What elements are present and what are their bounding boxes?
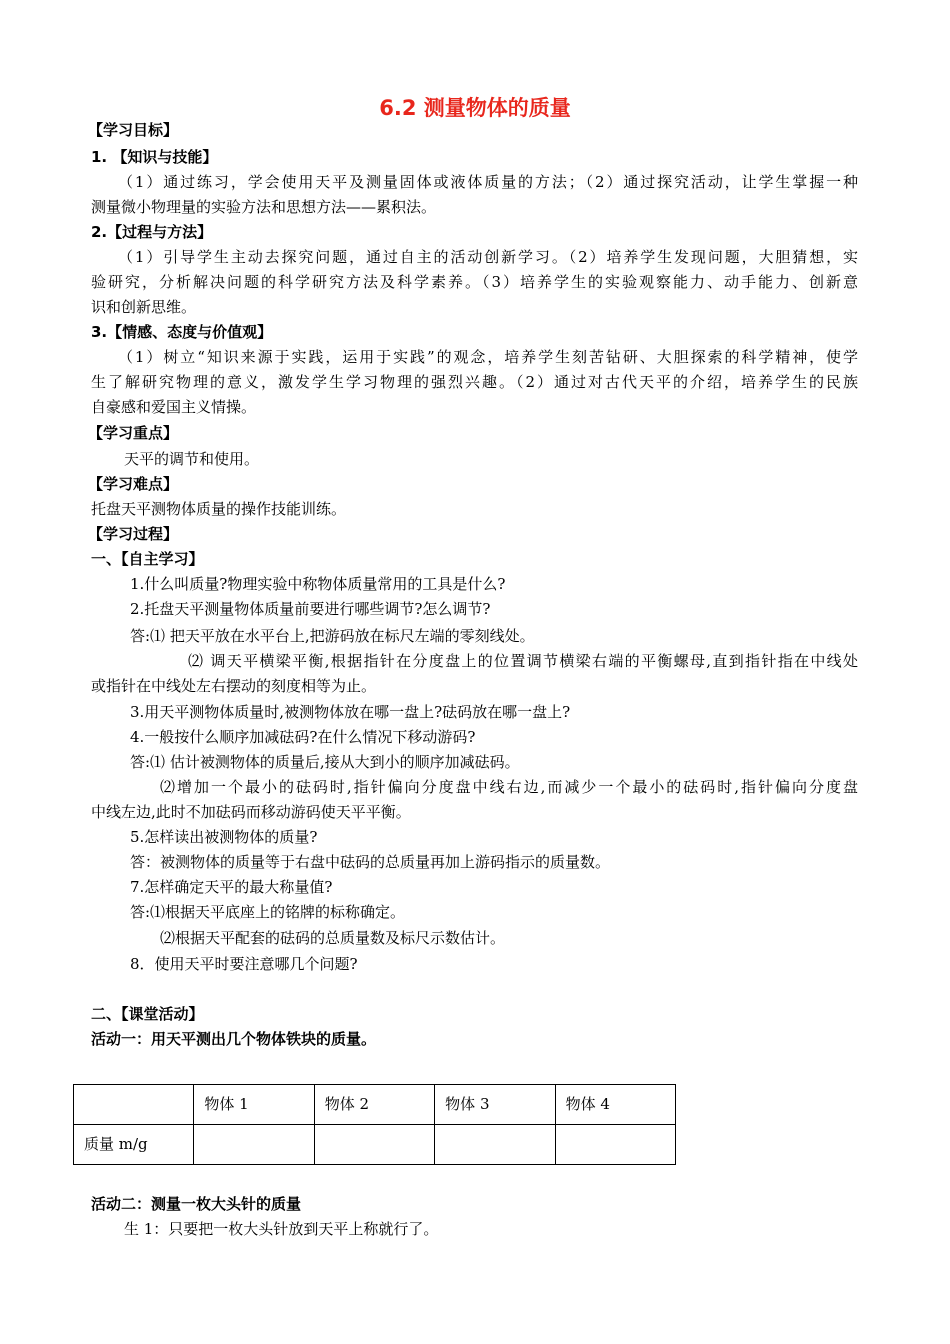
- table-header-cell: 物体 2: [314, 1085, 434, 1125]
- mass-table: [73, 1084, 676, 1165]
- goal-2-heading: 2.【过程与方法】: [91, 223, 213, 241]
- question-8: 8．使用天平时要注意哪几个问题?: [130, 955, 358, 973]
- key-points-heading: 【学习重点】: [88, 424, 179, 442]
- answer-7-line-2: ⑵根据天平配套的砝码的总质量数及标尺示数估计。: [160, 929, 506, 947]
- answer-4-line-3: 中线左边,此时不加砝码而移动游码使天平平衡。: [91, 803, 411, 821]
- activity-2-student-1: 生 1：只要把一枚大头针放到天平上称就行了。: [124, 1220, 439, 1238]
- goal-2-line-2: 验研究，分析解决问题的科学研究方法及科学素养。（3）培养学生的实验观察能力、动手能力、创新意: [91, 273, 858, 291]
- page-title: 6.2 测量物体的质量: [379, 96, 571, 120]
- goal-3-line-2: 生了解研究物理的意义，激发学生学习物理的强烈兴趣。（2）通过对古代天平的介绍，培养学生的民族: [91, 373, 858, 391]
- answer-4-line-2: ⑵增加一个最小的砝码时,指针偏向分度盘中线右边,而减少一个最小的砝码时,指针偏向分度盘: [160, 778, 858, 796]
- difficulty-heading: 【学习难点】: [88, 475, 179, 493]
- table-cell: [555, 1125, 675, 1165]
- table-cell: [314, 1125, 434, 1165]
- table-row-label: 质量 m/g: [74, 1125, 194, 1165]
- question-5: 5.怎样读出被测物体的质量?: [130, 828, 318, 846]
- goal-2-line-1: （1）引导学生主动去探究问题，通过自主的活动创新学习。（2）培养学生发现问题，大胆猜想，实: [118, 248, 858, 266]
- goal-1-heading: 1. 【知识与技能】: [91, 148, 218, 166]
- goal-1-line-1: （1）通过练习，学会使用天平及测量固体或液体质量的方法；（2）通过探究活动，让学生掌握一种: [118, 173, 858, 191]
- table-row: [74, 1125, 676, 1165]
- goal-1-line-2: 测量微小物理量的实验方法和思想方法——累积法。: [91, 198, 437, 216]
- question-4: 4.一般按什么顺序加减砝码?在什么情况下移动游码?: [130, 728, 476, 746]
- question-2: 2.托盘天平测量物体质量前要进行哪些调节?怎么调节?: [130, 600, 491, 618]
- answer-7-line-1: 答:⑴根据天平底座上的铭牌的标称确定。: [130, 903, 406, 921]
- table-header-cell: 物体 1: [194, 1085, 314, 1125]
- answer-5: 答：被测物体的质量等于右盘中砝码的总质量再加上游码指示的质量数。: [130, 853, 611, 871]
- table-cell: [435, 1125, 555, 1165]
- table-header-cell: 物体 4: [555, 1085, 675, 1125]
- table-cell: [194, 1125, 314, 1165]
- goal-2-line-3: 识和创新思维。: [91, 298, 197, 316]
- difficulty-text: 托盘天平测物体质量的操作技能训练。: [91, 500, 347, 518]
- goal-3-heading: 3.【情感、态度与价值观】: [91, 323, 273, 341]
- answer-2-line-2: ⑵ 调天平横梁平衡,根据指针在分度盘上的位置调节横梁右端的平衡螺母,直到指针指在中线处: [188, 652, 858, 670]
- question-1: 1.什么叫质量?物理实验中称物体质量常用的工具是什么?: [130, 575, 506, 593]
- table-header-cell: 物体 3: [435, 1085, 555, 1125]
- key-points-text: 天平的调节和使用。: [124, 450, 260, 468]
- class-activity-heading: 二、【课堂活动】: [91, 1005, 204, 1023]
- goal-3-line-3: 自豪感和爱国主义情操。: [91, 398, 257, 416]
- activity-1-heading: 活动一：用天平测出几个物体铁块的质量。: [91, 1030, 377, 1048]
- answer-4-line-1: 答:⑴ 估计被测物体的质量后,接从大到小的顺序加减砝码。: [130, 753, 520, 771]
- answer-2-line-1: 答:⑴ 把天平放在水平台上,把游码放在标尺左端的零刻线处。: [130, 627, 535, 645]
- goal-3-line-1: （1）树立“知识来源于实践，运用于实践”的观念，培养学生刻苦钻研、大胆探索的科学精神，使学: [118, 348, 858, 366]
- answer-2-line-3: 或指针在中线处左右摆动的刻度相等为止。: [91, 677, 377, 695]
- question-3: 3.用天平测物体质量时,被测物体放在哪一盘上?砝码放在哪一盘上?: [130, 703, 571, 721]
- table-row: [74, 1085, 676, 1125]
- table-cell: [74, 1085, 194, 1125]
- process-heading: 【学习过程】: [88, 525, 179, 543]
- goals-heading: 【学习目标】: [88, 121, 179, 139]
- self-study-heading: 一、【自主学习】: [91, 550, 204, 568]
- activity-2-heading: 活动二：测量一枚大头针的质量: [91, 1195, 302, 1213]
- question-7: 7.怎样确定天平的最大称量值?: [130, 878, 333, 896]
